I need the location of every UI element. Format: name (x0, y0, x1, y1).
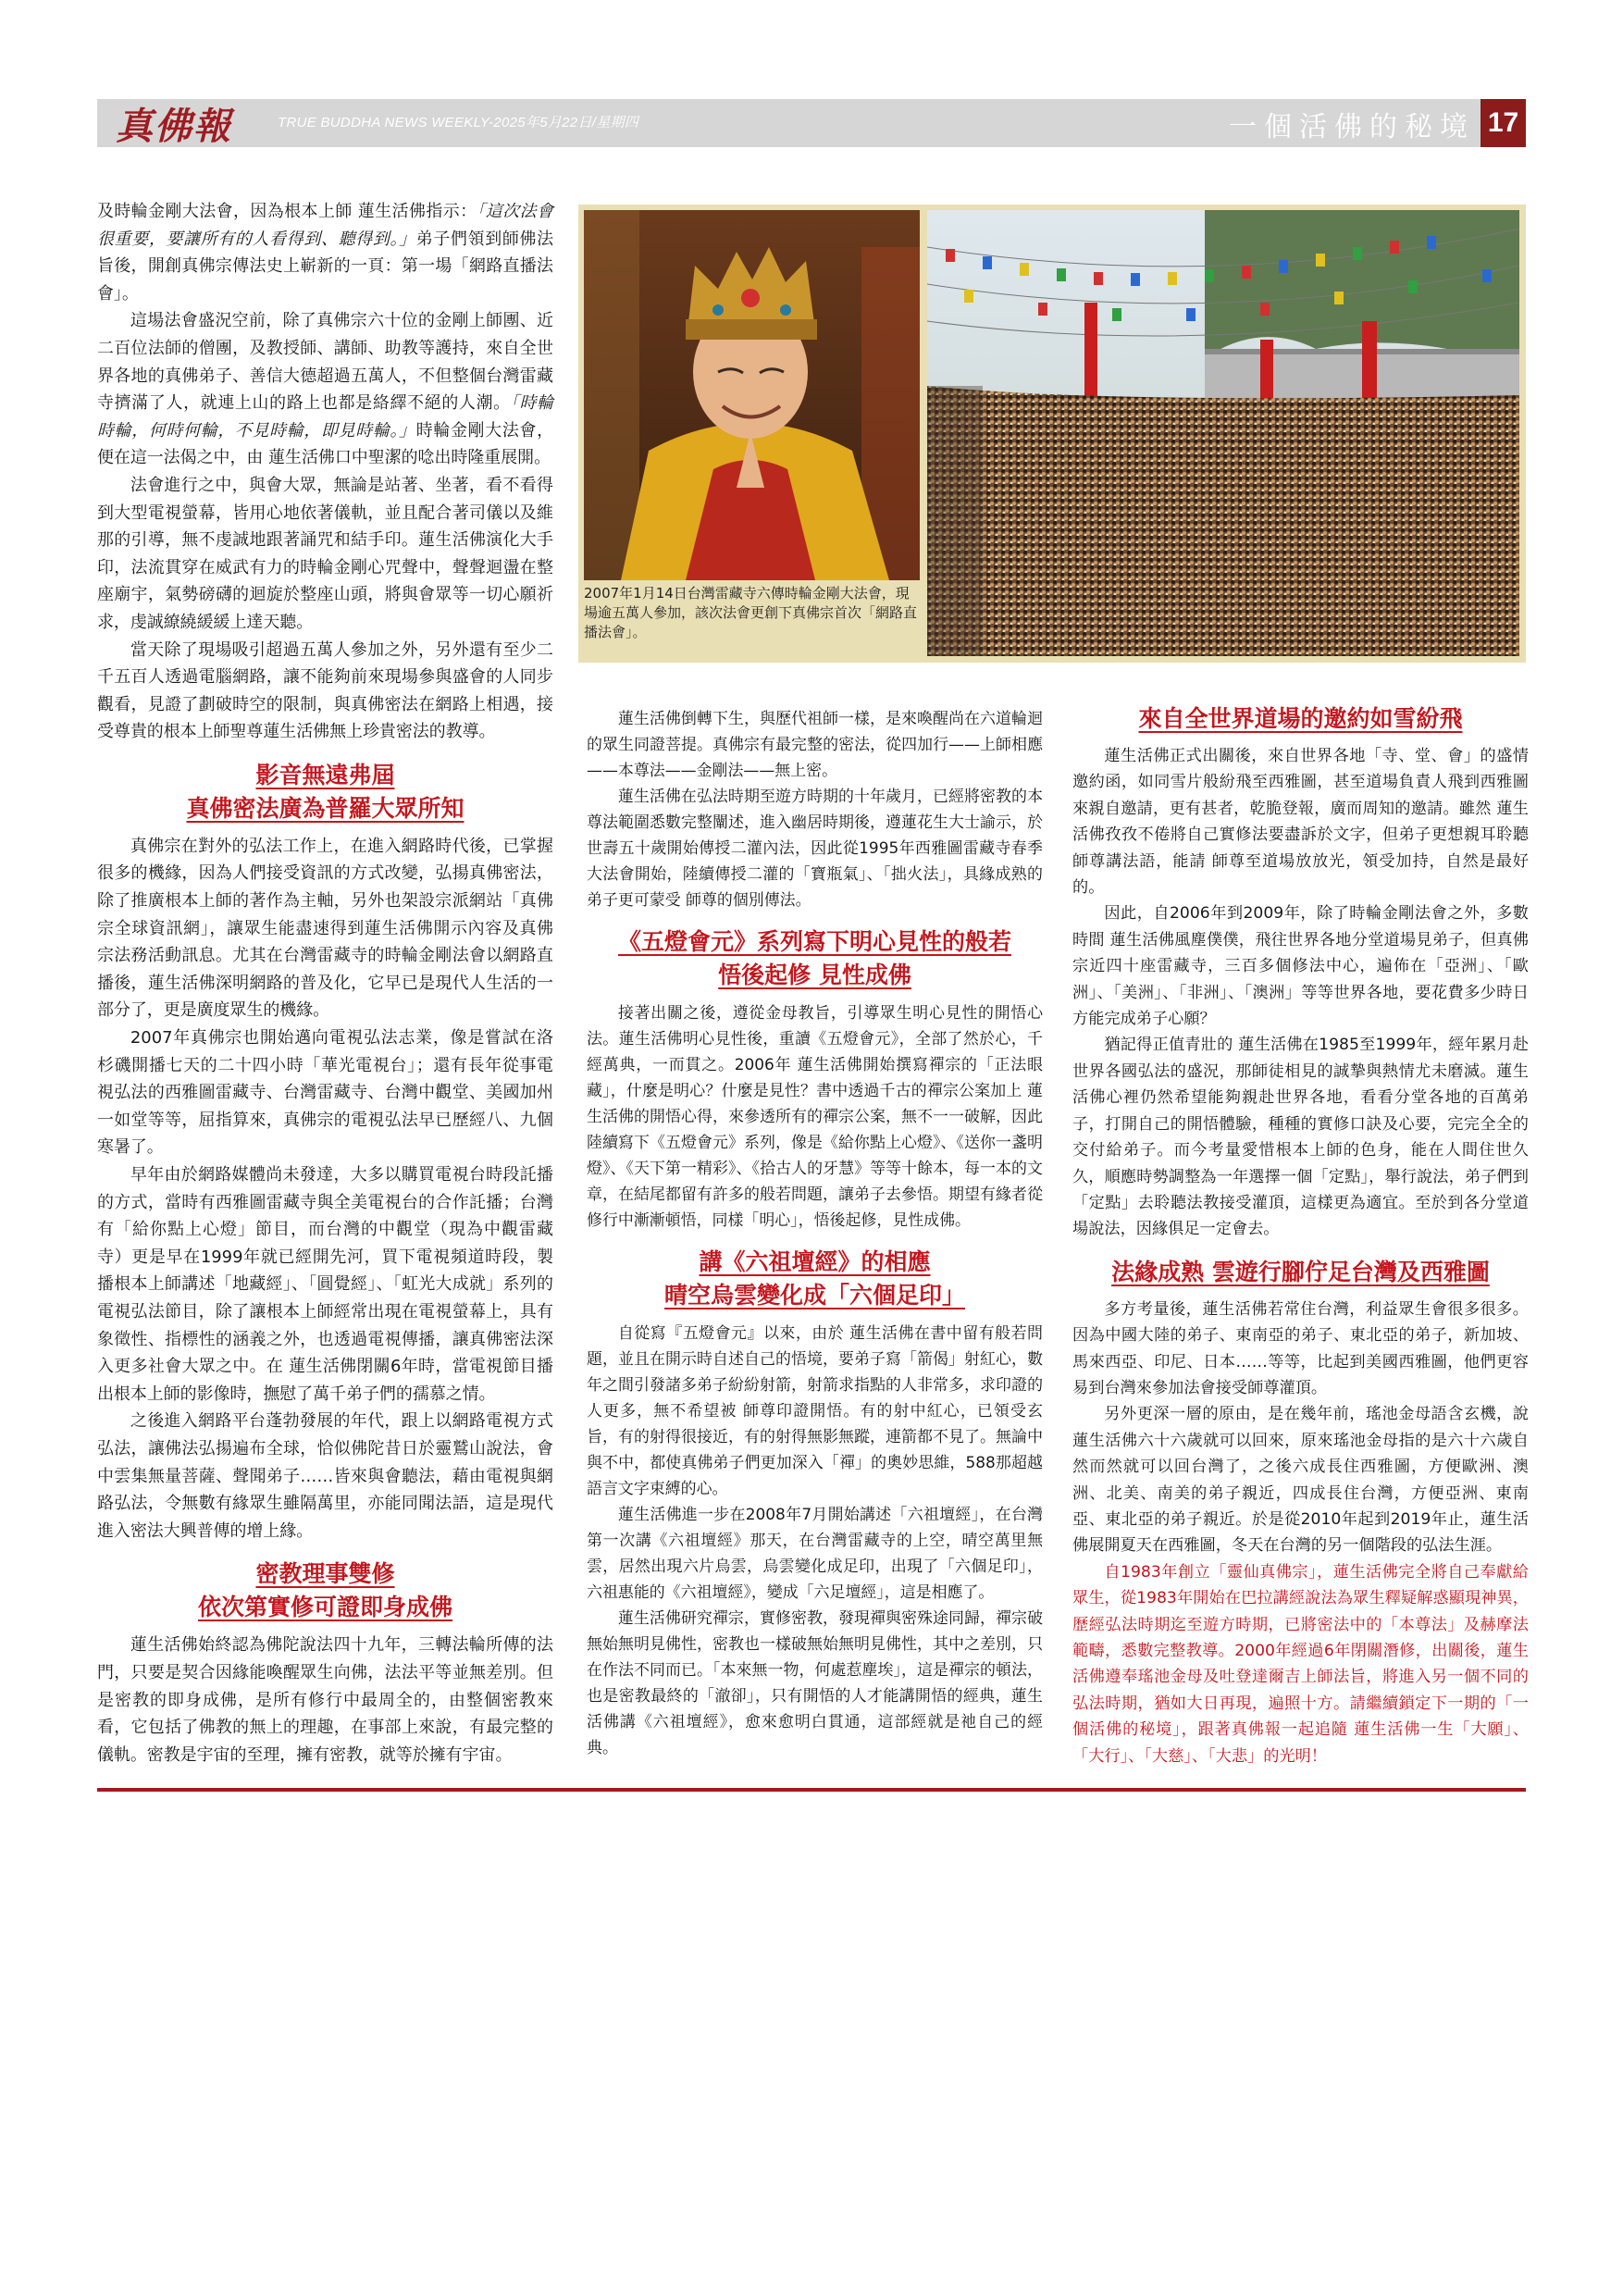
heading-line: 來自全世界道場的邀約如雪紛飛 (1138, 705, 1463, 732)
text-span: 這場法會盛況空前，除了真佛宗六十位的金剛上師團、近二百位法師的僧團，及教授師、講師、助教等護持，來自全世界各地的真佛弟子、善信大德超過五萬人，不但整個台灣雷藏寺擠滿了人，就連上山的路上也都是絡繹不絕的人潮。 (97, 311, 553, 414)
heading-line: 講《六祖壇經》的相應 (699, 1248, 931, 1275)
footer-rule (97, 1788, 1526, 1792)
paragraph: 因此，自2006年到2009年，除了時輪金剛法會之外，多數時間 蓮生活佛風塵僕僕，飛往世界各地分堂道場見弟子，但真佛宗近四十座雷藏寺，三百多個修法中心，遍佈在「亞洲」、「歐洲」、「美洲」、「非洲」、「澳洲」等等世界各地，要花費多少時日方能完成弟子心願？ (1072, 904, 1529, 1029)
section-heading (1072, 1256, 1529, 1289)
paragraph: 蓮生活佛研究禪宗，實修密教，發現禪與密殊途同歸，禪宗破無始無明見佛性，密教也一樣破無始無明見佛性，其中之差別，只在作法不同而已。「本來無一物，何處惹塵埃」，這是禪宗的頓法，也是密教最終的「澈卻」，只有開悟的人才能講開悟的經典，蓮生活佛講《六祖壇經》，愈來愈明白貫通，這部經就是祂自己的經典。 (587, 1608, 1043, 1756)
paragraph: 當天除了現場吸引超過五萬人參加之外，另外還有至少二千五百人透過電腦網路，讓不能夠前來現場參與盛會的人同步觀看，見證了劃破時空的限制，與真佛密法在網路上相遇，接受尊貴的根本上師聖尊蓮生活佛無上珍貴密法的教導。 (97, 639, 553, 742)
paragraph: 蓮生活佛進一步在2008年7月開始講述「六祖壇經」，在台灣第一次講《六祖壇經》那天，在台灣雷藏寺的上空，晴空萬里無雲，居然出現六片烏雲，烏雲變化成足印，出現了「六個足印」，六祖惠能的《六祖壇經》，變成「六足壇經」，這是相應了。 (587, 1505, 1043, 1601)
paragraph: 2007年真佛宗也開始邁向電視弘法志業，像是嘗試在洛杉磯開播七天的二十四小時「華光電視台」；還有長年從事電視弘法的西雅圖雷藏寺、台灣雷藏寺、台灣中觀堂、美國加州一如堂等等，屈指算來，真佛宗的電視弘法早已歷經八、九個寒暑了。 (97, 1028, 553, 1158)
paragraph: 蓮生活佛始終認為佛陀說法四十九年，三轉法輪所傳的法門，只要是契合因緣能喚醒眾生向佛，法法平等並無差別。但是密教的即身成佛，是所有修行中最周全的，由整個密教來看，它包括了佛教的無上的理趣，在事部上來說，有最完整的儀軌。密教是宇宙的至理，擁有密教，就等於擁有宇宙。 (97, 1635, 553, 1765)
text-span: 弟子們領到師佛法旨後，開創真佛宗傳法史上嶄新的一頁：第一場「網路直播法會」。 (97, 229, 554, 304)
paragraph: 蓮生活佛在弘法時期至遊方時期的十年歲月，已經將密教的本尊法範圍悉數完整闡述，進入幽居時期後，遵蓮花生大士諭示，於世壽五十歲開始傳授二灌內法，因此從1995年西雅圖雷藏寺春季大法會開始，陸續傳授二灌的「寶瓶氣」、「拙火法」，具緣成熟的弟子更可蒙受 師尊的個別傳法。 (587, 787, 1043, 909)
logo-text: 真佛報 (116, 104, 232, 148)
page-number: 17 (1481, 99, 1526, 147)
photo-dharma-assembly-crowd (927, 210, 1519, 656)
section-heading (97, 759, 553, 825)
paragraph: 蓮生活佛倒轉下生，與歷代祖師一樣，是來喚醒尚在六道輪迴的眾生同證菩提。真佛宗有最完整的密法，從四加行——上師相應——本尊法——金剛法——無上密。 (587, 709, 1043, 779)
paragraph: 自從寫『五燈會元』以來，由於 蓮生活佛在書中留有般若問題，並且在開示時自述自己的悟境，要弟子寫「箭偈」射紅心，數年之間引發諸多弟子紛紛射箭，射箭求指點的人非常多，求印證的人更多，無不希望被 師尊印證開悟。有的射中紅心，已領受玄旨，有的射得很接近，有的射得無影無蹤，連箭都不見了。無論中與不中，都使真佛弟子們更加深入「禪」的奧妙思維，588那超越語言文字束縛的心。 (587, 1323, 1043, 1497)
article-column-1 (97, 198, 553, 1769)
quote-span: 「時輪時輪，何時何輪，不見時輪，即見時輪。」 (97, 393, 553, 441)
portrait-illustration (584, 210, 920, 580)
text-span: 時輪金剛大法會，便在這一法偈之中，由 蓮生活佛口中聖潔的唸出時隆重展開。 (97, 420, 554, 468)
paragraph: 早年由於網路媒體尚未發達，大多以購買電視台時段託播的方式，當時有西雅圖雷藏寺與全美電視台的合作託播；台灣有「給你點上心燈」節目，而台灣的中觀堂（現為中觀雷藏寺）更是早在1999年就已經開先河，買下電視頻道時段，製播根本上師講述「地藏經」、「圓覺經」、「虹光大成就」系列的電視弘法節目，除了讓根本上師經常出現在電視螢幕上，具有象徵性、指標性的涵義之外，也透過電視傳播，讓真佛密法深入更多社會大眾之中。在 蓮生活佛閉關6年時，當電視節目播出根本上師的影像時，撫慰了萬千弟子們的孺慕之情。 (97, 1165, 553, 1404)
paragraph: 之後進入網路平台蓬勃發展的年代，跟上以網路電視方式弘法，讓佛法弘揚遍布全球，恰似佛陀昔日於靈鷲山說法，會中雲集無量菩薩、聲聞弟子……皆來與會聽法，藉由電視與網路弘法，令無數有緣眾生雖隔萬里，亦能同聞法語，這是現代進入密法大興普傳的增上緣。 (97, 1411, 553, 1541)
paragraph: 猶記得正值青壯的 蓮生活佛在1985至1999年，經年累月赴世界各國弘法的盛況，那師徒相見的誠摯與熱情尤未磨滅。蓮生活佛心裡仍然希望能夠親赴世界各地，看看分堂各地的百萬弟子，打開自己的開悟體驗，種種的實修口訣及心要，完完全全的交付給弟子。而今考量愛惜根本上師的色身，能在人間住世久久，順應時勢調整為一年選擇一個「定點」，舉行說法，弟子們到「定點」去聆聽法教接受灌頂，這樣更為適宜。至於到各分堂道場說法，因緣俱足一定會去。 (1072, 1036, 1529, 1239)
quote-span: 「這次法會很重要，要讓所有的人看得到、聽得到。」 (97, 202, 553, 249)
paragraph: 另外更深一層的原由，是在幾年前，瑤池金母語含玄機，說 蓮生活佛六十六歲就可以回來，原來瑤池金母指的是六十六歲自然而然就可以回台灣了，之後六成長住西雅圖，方便歐洲、澳洲、北美、南美的弟子親近，四成長住台灣，方便亞洲、東南亞、東北亞的弟子親近。於是從2010年起到2019年止，蓮生活佛展開夏天在西雅圖，冬天在台灣的另一個階段的弘法生涯。 (1072, 1405, 1529, 1556)
closing-paragraph: 自1983年創立「靈仙真佛宗」，蓮生活佛完全將自己奉獻給眾生，從1983年開始在巴拉講經說法為眾生釋疑解惑顯現神異，歷經弘法時期迄至遊方時期，已將密法中的「本尊法」及赫摩法範疇，悉數完整教導。2000年經過6年閉關潛修，出關後，蓮生活佛遵奉瑤池金母及吐登達爾吉上師法旨，將進入另一個不同的弘法時期，猶如大日再現，遍照十方。請繼續鎖定下一期的「一個活佛的秘境」，跟著真佛報一起追隨 蓮生活佛一生「大願」、「大行」、「大慈」、「大悲」的光明！ (1072, 1562, 1529, 1766)
article-column-3 (1072, 689, 1529, 1769)
paragraph (97, 307, 553, 472)
newspaper-logo (116, 101, 232, 148)
paragraph: 蓮生活佛正式出關後，來自世界各地「寺、堂、會」的盛情邀約函，如同雪片般紛飛至西雅圖，甚至道場負責人飛到西雅圖來親自邀請，更有甚者，乾脆登報，廣而周知的邀請。雖然 蓮生活佛孜孜不倦將自己實修法要盡訴於文字，但弟子更想親耳聆聽 師尊講法語，能請 師尊至道場放放光，領受加持，自然是最好的。 (1072, 747, 1529, 898)
text-span: 及時輪金剛大法會，因為根本上師 蓮生活佛指示： (97, 202, 477, 221)
photo-caption: 2007年1月14日台灣雷藏寺六傳時輪金剛大法會，現場逾五萬人參加，該次法會更創下真佛宗首次「網路直播法會」。 (584, 585, 918, 640)
heading-line: 《五燈會元》系列寫下明心見性的般若 (617, 928, 1011, 955)
section-title: 一個活佛的秘境 (1229, 111, 1475, 143)
paragraph: 法會進行之中，與會大眾，無論是站著、坐著，看不看得到大型電視螢幕，皆用心地依著儀軌，並且配合著司儀以及維那的引導，無不虔誠地跟著誦咒和結手印。蓮生活佛演化大手印，法流貫穿在威武有力的時輪金剛心咒聲中，聲聲迴盪在整座廟宇，氣勢磅礴的迴旋於整座山頭，將與會眾等一切心願祈求，虔誠繚繞緩緩上達天聽。 (97, 475, 553, 632)
section-heading (97, 1558, 553, 1624)
section-heading (1072, 702, 1529, 736)
section-heading (587, 925, 1043, 992)
paragraph: 多方考量後，蓮生活佛若常住台灣，利益眾生會很多很多。因為中國大陸的弟子、東南亞的弟子、東北亞的弟子，新加坡、馬來西亞、印尼、日本……等等，比起到美國西雅圖，他們更容易到台灣來參加法會接受師尊灌頂。 (1072, 1299, 1529, 1397)
article-column-2 (587, 705, 1043, 1760)
heading-line: 法緣成熟 雲遊行腳佇足台灣及西雅圖 (1111, 1258, 1490, 1285)
heading-line: 依次第實修可證即身成佛 (197, 1594, 452, 1621)
crowd-illustration (927, 210, 1519, 656)
section-heading (587, 1246, 1043, 1312)
paragraph: 接著出關之後，遵從金母教旨，引導眾生明心見性的開悟心法。蓮生活佛明心見性後，重讀《五燈會元》，全部了然於心，千經萬典，一而貫之。2006年 蓮生活佛開始撰寫禪宗的「正法眼藏」，什麼是明心？什麼是見性？書中透過千古的禪宗公案加上 蓮生活佛的開悟心得，來參透所有的禪宗公案，無不一一破解，因此陸續寫下《五燈會元》系列，像是《給你點上心燈》、《送你一盞明燈》、《天下第一精彩》、《拾古人的牙慧》等等十餘本，每一本的文章，在結尾都留有許多的般若問題，讓弟子去參悟。期望有緣者從修行中漸漸頓悟，同樣「明心」，悟後起修，見性成佛。 (587, 1003, 1043, 1229)
heading-line: 影音無遠弗屆 (255, 761, 395, 788)
photo-living-buddha (584, 210, 920, 580)
heading-line: 晴空烏雲變化成「六個足印」 (663, 1282, 965, 1309)
heading-line: 密教理事雙修 (255, 1560, 395, 1588)
paragraph (97, 198, 553, 307)
heading-line: 悟後起修 見性成佛 (718, 962, 911, 988)
paragraph: 真佛宗在對外的弘法工作上，在進入網路時代後，已掌握很多的機緣，因為人們接受資訊的方式改變，弘揚真佛密法，除了推廣根本上師的著作為主軸，另外也架設宗派網站「真佛宗全球資訊網」，讓眾生能盡速得到蓮生活佛開示內容及真佛宗法務活動訊息。尤其在台灣雷藏寺的時輪金剛法會以網路直播後，蓮生活佛深明網路的普及化，它早已是現代人生活的一部分了，更是廣度眾生的機緣。 (97, 836, 553, 1021)
heading-line: 真佛密法廣為普羅大眾所知 (186, 794, 465, 822)
masthead-date: TRUE BUDDHA NEWS WEEKLY-2025年5月22日/星期四 (278, 115, 639, 130)
